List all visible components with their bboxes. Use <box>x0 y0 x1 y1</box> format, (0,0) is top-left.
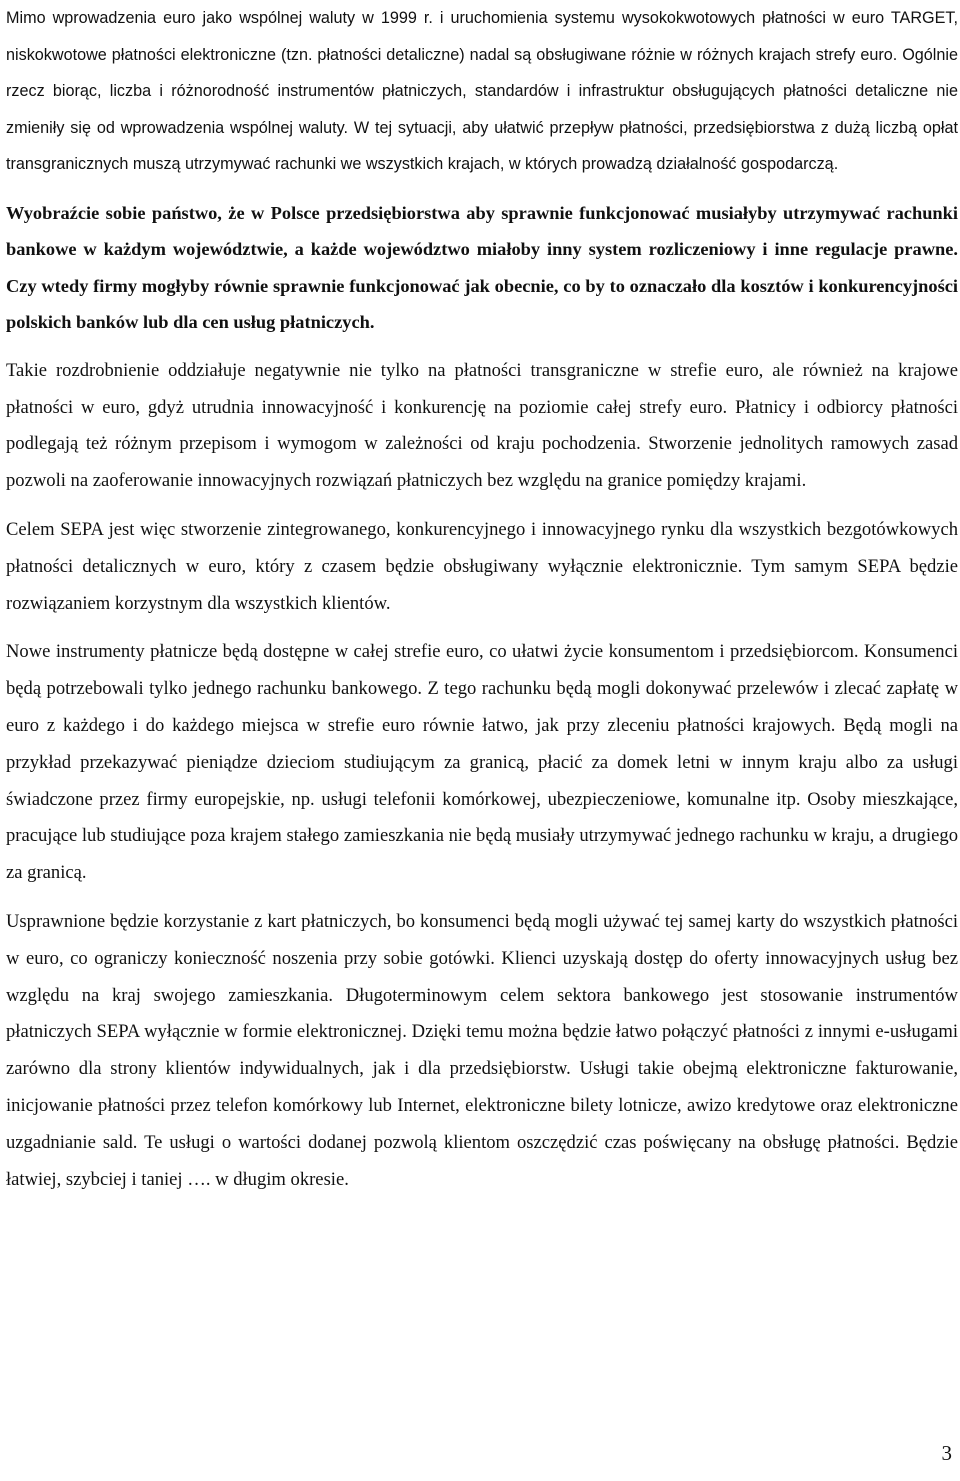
paragraph-sepa-goal: Celem SEPA jest więc stworzenie zintegrowanego, konkurencyjnego i innowacyjnego rynku dla wszystkich bezgotówkowych płatności detalicznych w euro, który z czasem będzie obsługiwany wyłącznie elektronicznie. Tym samym SEPA będzie rozwiązaniem korzystnym dla wszystkich klientów. <box>6 519 958 614</box>
document-page <box>6 0 958 1198</box>
paragraph-poland-example-bold: Wyobraźcie sobie państwo, że w Polsce przedsiębiorstwa aby sprawnie funkcjonować musiałyby utrzymywać rachunki bankowe w każdym województwie, a każde województwo miałoby inny system rozliczeniowy i inne regulacje prawne. Czy wtedy firmy mogłyby równie sprawnie funkcjonować jak obecnie, co by to oznaczało dla kosztów i konkurencyjności polskich banków lub dla cen usług płatniczych. <box>6 202 958 333</box>
paragraph-new-instruments: Nowe instrumenty płatnicze będą dostępne w całej strefie euro, co ułatwi życie konsumentom i przedsiębiorcom. Konsumenci będą potrzebowali tylko jednego rachunku bankowego. Z tego rachunku będą mogli dokonywać przelewów i zlecać zapłatę w euro z każdego i do każdego miejsca w strefie euro równie łatwo, jak przy zleceniu płatności krajowych. Będą mogli na przykład przekazywać pieniądze dzieciom studiującym za granicą, płacić za domek letni w innym kraju albo za usługi świadczone przez firmy europejskie, np. usługi telefonii komórkowej, ubezpieczeniowe, komunalne itp. Osoby mieszkające, pracujące lub studiujące poza krajem stałego zamieszkania nie będą musiały utrzymywać jednego rachunku w kraju, a drugiego za granicą. <box>6 641 958 884</box>
paragraph-fragmentation: Takie rozdrobnienie oddziałuje negatywnie nie tylko na płatności transgraniczne w strefie euro, ale również na krajowe płatności w euro, gdyż utrudnia innowacyjność i konkurencję na poziomie całej strefy euro. Płatnicy i odbiorcy płatności podlegają też różnym przepisom i wymogom w zależności od kraju pochodzenia. Stworzenie jednolitych ramowych zasad pozwoli na zaoferowanie innowacyjnych rozwiązań płatniczych bez względu na granice pomiędzy krajami. <box>6 359 958 492</box>
paragraph-payment-cards: Usprawnione będzie korzystanie z kart płatniczych, bo konsumenci będą mogli używać tej samej karty do wszystkich płatności w euro, co ograniczy konieczność noszenia przy sobie gotówki. Klienci uzyskają dostęp do oferty innowacyjnych usług bez względu na kraj swojego zamieszkania. Długoterminowym celem sektora bankowego jest stosowanie instrumentów płatniczych SEPA wyłącznie w formie elektronicznej. Dzięki temu można będzie łatwo połączyć płatności z innymi e-usługami zarówno dla strony klientów indywidualnych, jak i dla przedsiębiorstw. Usługi takie obejmą elektroniczne fakturowanie, inicjowanie płatności przez telefon komórkowy lub Internet, elektroniczne bilety lotnicze, awizo kredytowe oraz elektroniczne uzgadnianie sald. Te usługi o wartości dodanej pozwolą klientom oszczędzić czas poświęcany na obsługę płatności. Będzie łatwiej, szybciej i taniej …. w długim okresie. <box>6 911 958 1190</box>
paragraph-euro-retail-payments: Mimo wprowadzenia euro jako wspólnej waluty w 1999 r. i uruchomienia systemu wysokokwotowych płatności w euro TARGET, niskokwotowe płatności elektroniczne (tzn. płatności detaliczne) nadal są obsługiwane różnie w różnych krajach strefy euro. Ogólnie rzecz biorąc, liczba i różnorodność instrumentów płatniczych, standardów i infrastruktur obsługujących płatności detaliczne nie zmieniły się od wprowadzenia wspólnej waluty. W tej sytuacji, aby ułatwić przepływ płatności, przedsiębiorstwa z dużą liczbą opłat transgranicznych muszą utrzymywać rachunki we wszystkich krajach, w których prowadzą działalność gospodarczą. <box>6 9 958 173</box>
page-number: 3 <box>941 1441 952 1465</box>
